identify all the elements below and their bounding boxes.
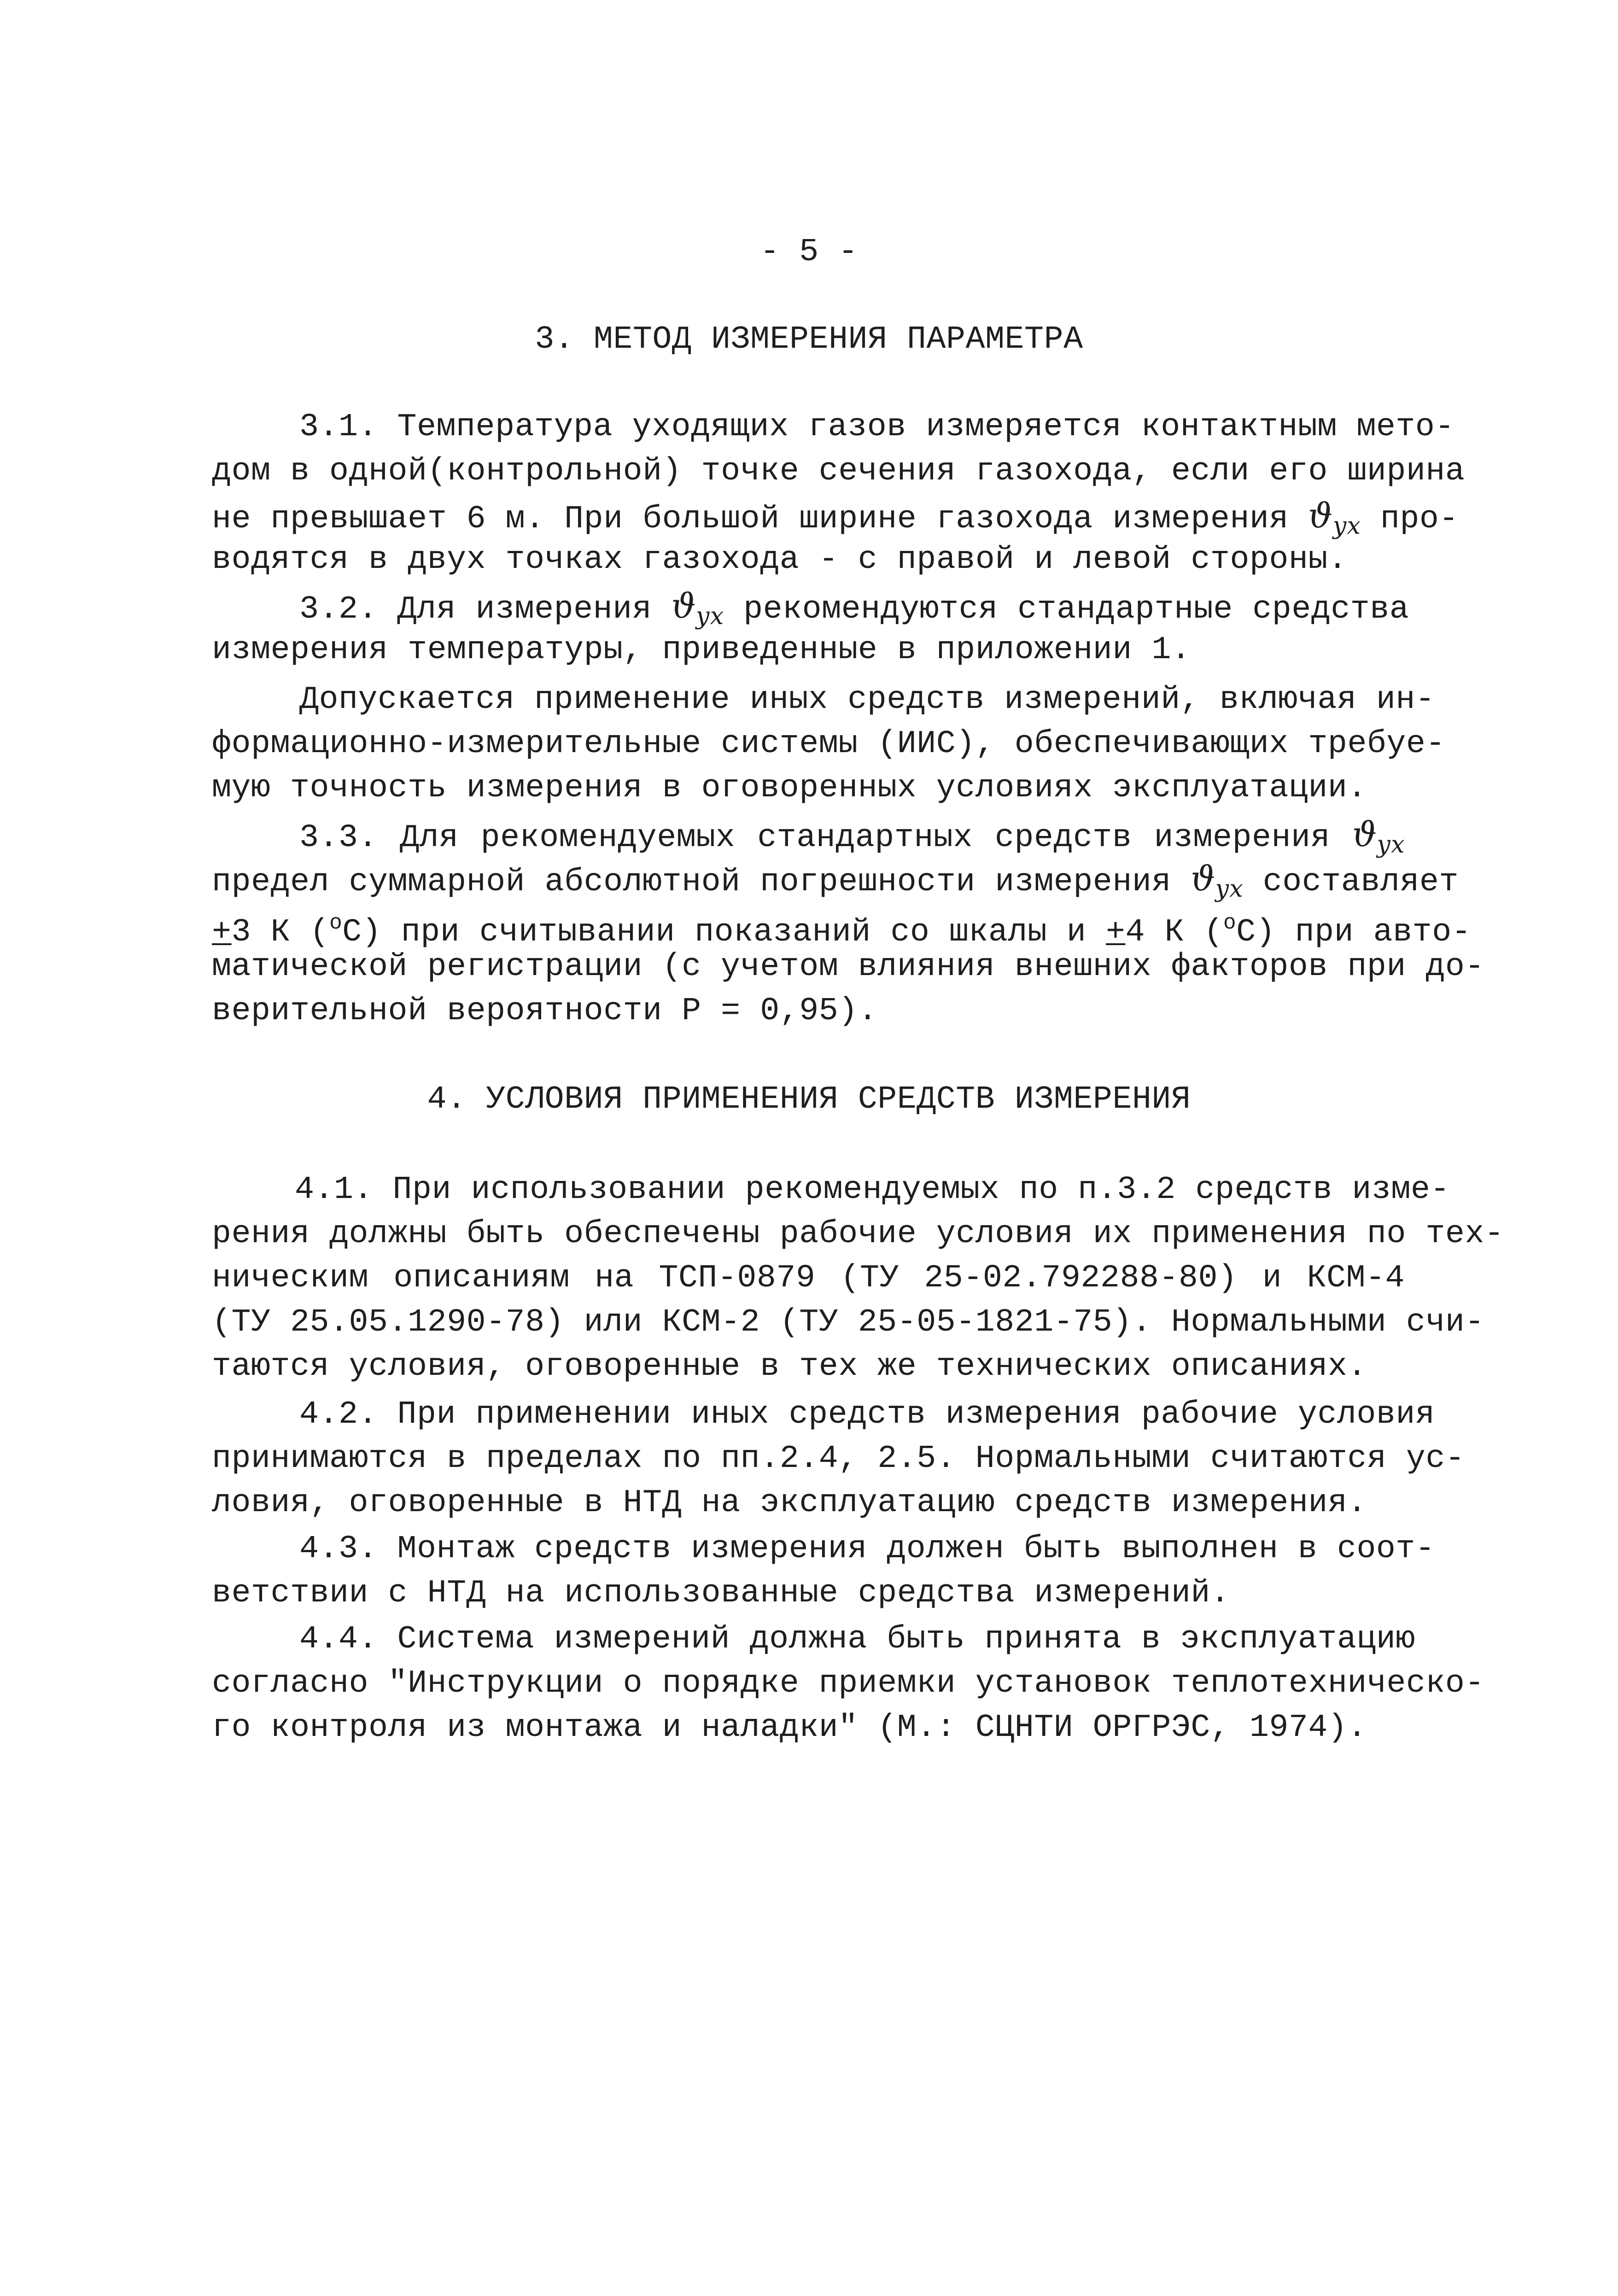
- p32-line-3: Допускается применение иных средств измерений, включая ин-: [299, 682, 1435, 718]
- p31-line-3-text: не превышает 6 м. При большой ширине газохода измерения: [212, 501, 1289, 537]
- p33-line-2-end: составляет: [1262, 864, 1459, 900]
- p32-line-5: мую точность измерения в оговоренных условиях эксплуатации.: [212, 770, 1367, 806]
- p31-line-3-end: про-: [1380, 501, 1459, 537]
- p42-line-3: ловия, оговоренные в НТД на эксплуатацию средств измерения.: [212, 1485, 1367, 1521]
- p44-line-3: го контроля из монтажа и наладки" (М.: СЦНТИ ОРГРЭС, 1974).: [212, 1710, 1367, 1746]
- p33-line-2-text: предел суммарной абсолютной погрешности измерения: [212, 864, 1171, 900]
- p33-line-4: матической регистрации (с учетом влияния внешних факторов при до-: [212, 949, 1484, 985]
- degree-sign: о: [1223, 911, 1237, 935]
- p32-line-1-end: рекомендуются стандартные средства: [743, 591, 1409, 628]
- theta-symbol-sub: ух: [1377, 831, 1405, 859]
- page-number: - 5 -: [760, 234, 858, 270]
- p33-line-3-middle: С) при считывании показаний со шкалы и: [342, 914, 1106, 951]
- p31-line-1: 3.1. Температура уходящих газов измеряется контактным мето-: [299, 409, 1454, 445]
- p41-line-5: таются условия, оговоренные в тех же технических описаниях.: [212, 1349, 1367, 1385]
- theta-symbol: [1352, 815, 1405, 859]
- theta-symbol-base: ϑ: [1352, 815, 1377, 854]
- theta-symbol-base: ϑ: [1191, 859, 1215, 899]
- p32-line-4: формационно-измерительные системы (ИИС), обеспечивающих требуе-: [212, 726, 1445, 762]
- plus-minus-sign: +: [1105, 914, 1126, 951]
- p32-line-2: измерения температуры, приведенные в приложении 1.: [212, 632, 1191, 668]
- p43-line-2: ветствии с НТД на использованные средства измерений.: [212, 1575, 1230, 1612]
- p33-line-5: верительной вероятности Р = 0,95).: [212, 993, 878, 1029]
- p31-line-2: дом в одной(контрольной) точке сечения газохода, если его ширина: [212, 453, 1465, 490]
- plus-minus-sign: +: [212, 914, 232, 951]
- theta-symbol: [1308, 496, 1361, 540]
- theta-symbol: [1191, 859, 1244, 903]
- p33-line-3-end: С) при авто-: [1236, 914, 1472, 951]
- p42-line-1: 4.2. При применении иных средств измерения рабочие условия: [299, 1396, 1435, 1433]
- p32-line-1-text: 3.2. Для измерения: [299, 591, 652, 628]
- p44-line-1: 4.4. Система измерений должна быть принята в эксплуатацию: [299, 1621, 1415, 1658]
- p33-line-3-value-2: 4 К (: [1125, 914, 1224, 951]
- p41-line-1: 4.1. При использовании рекомендуемых по п.3.2 средств изме-: [295, 1172, 1450, 1208]
- p43-line-1: 4.3. Монтаж средств измерения должен быть выполнен в соот-: [299, 1531, 1435, 1567]
- theta-symbol-sub: ух: [1332, 512, 1361, 540]
- theta-symbol-sub: ух: [1215, 875, 1244, 903]
- theta-symbol-base: ϑ: [1308, 496, 1333, 536]
- theta-symbol-sub: ух: [696, 602, 724, 630]
- theta-symbol-base: ϑ: [671, 586, 696, 626]
- section-3-heading: 3. МЕТОД ИЗМЕРЕНИЯ ПАРАМЕТРА: [535, 321, 1083, 358]
- p33-line-1-text: 3.3. Для рекомендуемых стандартных средств измерения: [299, 820, 1331, 856]
- p41-line-2: рения должны быть обеспечены рабочие условия их применения по тех-: [212, 1216, 1504, 1252]
- theta-symbol: [671, 586, 724, 630]
- p41-line-3: ническим описаниям на ТСП-0879 (ТУ 25-02.792288-80) и КСМ-4: [212, 1260, 1405, 1297]
- p42-line-2: принимаются в пределах по пп.2.4, 2.5. Нормальными считаются ус-: [212, 1441, 1465, 1477]
- p44-line-2: согласно "Инструкции о порядке приемки установок теплотехническо-: [212, 1665, 1484, 1702]
- p41-line-4: (ТУ 25.05.1290-78) или КСМ-2 (ТУ 25-05-1821-75). Нормальными счи-: [212, 1304, 1484, 1341]
- section-4-heading: 4. УСЛОВИЯ ПРИМЕНЕНИЯ СРЕДСТВ ИЗМЕРЕНИЯ: [427, 1081, 1191, 1118]
- degree-sign: о: [329, 911, 343, 935]
- p31-line-4: водятся в двух точках газохода - с правой и левой стороны.: [212, 542, 1348, 578]
- p33-line-3-value-1: 3 К (: [231, 914, 330, 951]
